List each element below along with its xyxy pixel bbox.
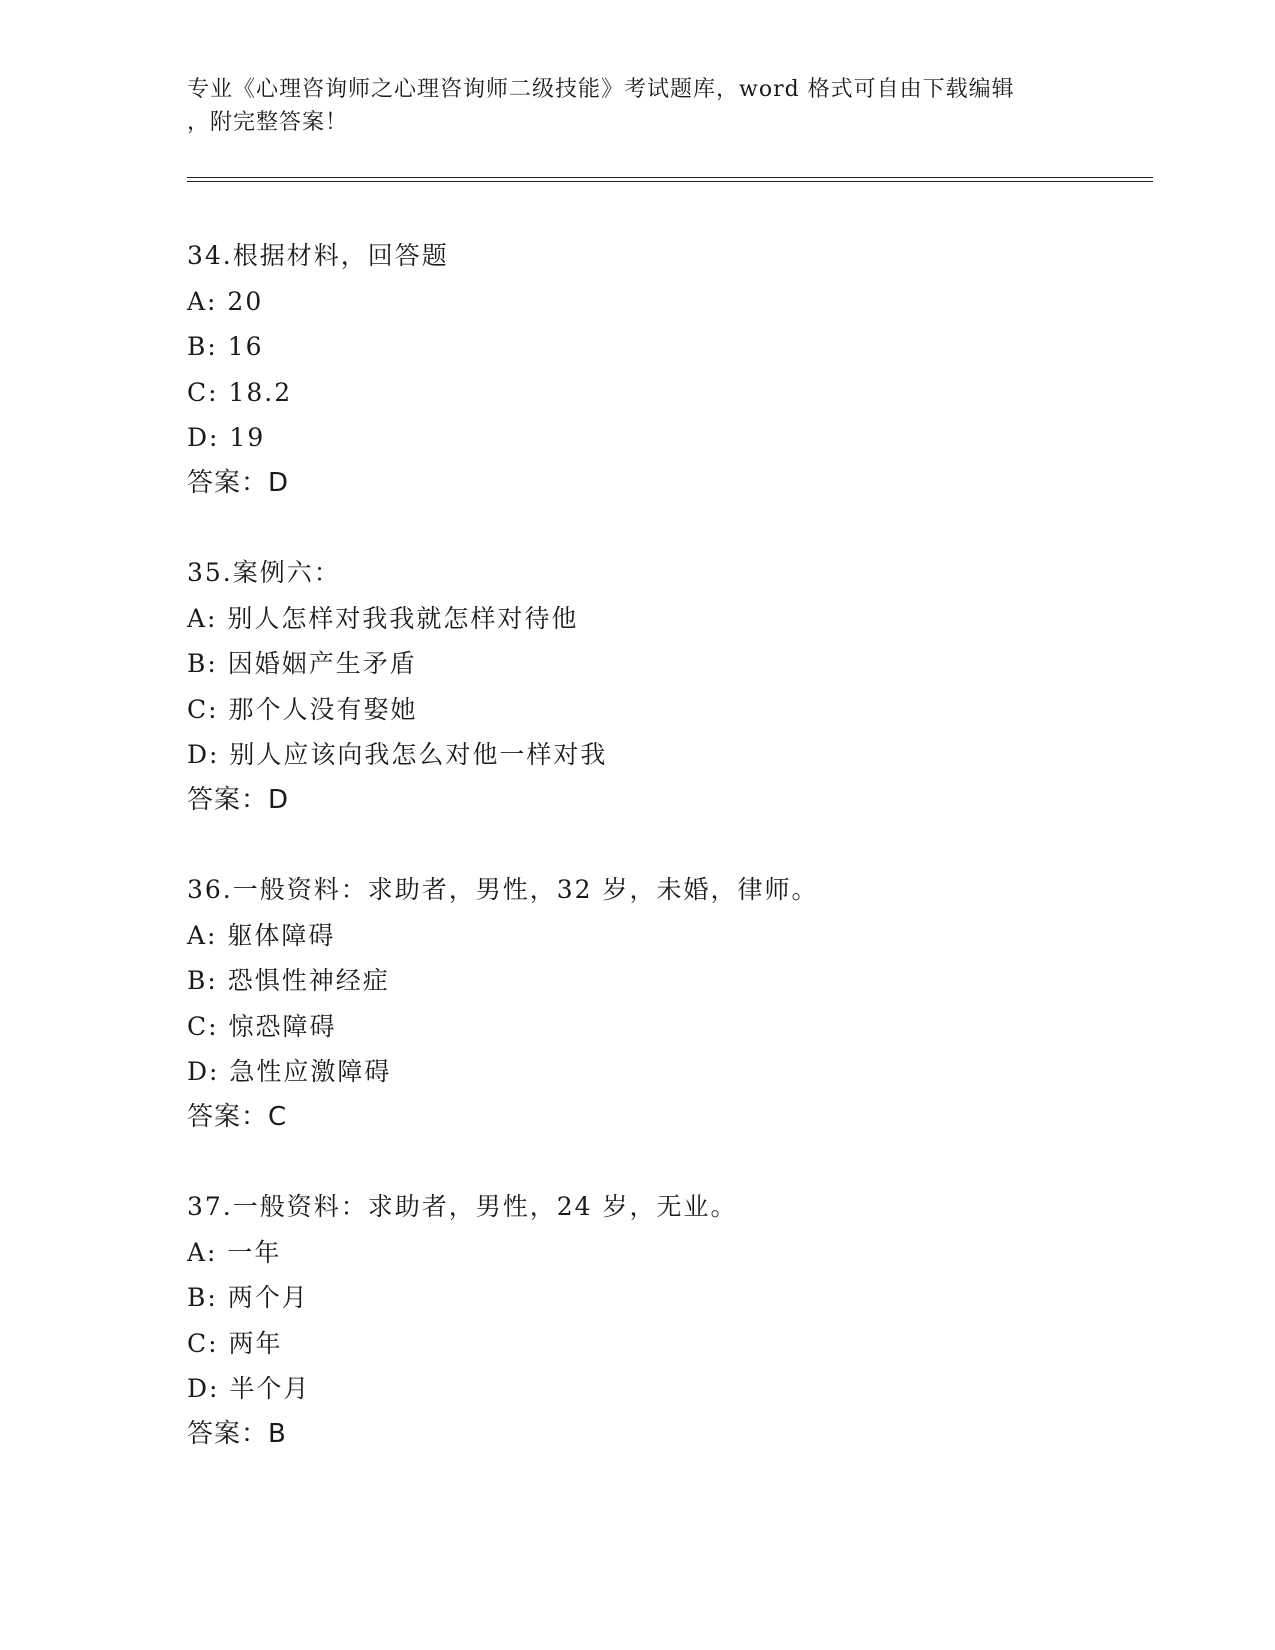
option-a: A: 躯体障碍 (187, 920, 336, 950)
option-c: C: 惊恐障碍 (187, 1011, 337, 1041)
answer: 答案：B (187, 1418, 287, 1449)
option-b: B: 因婚姻产生矛盾 (187, 649, 417, 678)
option-a: A: 一年 (187, 1237, 282, 1267)
question-stem: 37.一般资料：求助者，男性，24 岁，无业。 (187, 1192, 738, 1221)
header-line-1: 专业《心理咨询师之心理咨询师二级技能》考试题库，word 格式可自由下载编辑 (187, 77, 1015, 102)
option-a: A: 别人怎样对我我就怎样对待他 (187, 603, 579, 633)
option-c: C: 两年 (187, 1328, 283, 1358)
option-d: D: 19 (187, 423, 266, 452)
question-37 (187, 1184, 1147, 1457)
question-stem: 35.案例六： (187, 558, 341, 587)
question-36 (187, 867, 1147, 1140)
option-a: A: 20 (187, 286, 264, 316)
header-divider (187, 177, 1153, 182)
header-line-2: ，附完整答案！ (187, 110, 349, 135)
question-list (187, 233, 1147, 1501)
document-header (187, 73, 1087, 139)
answer: 答案：D (187, 784, 290, 815)
answer: 答案：C (187, 1101, 288, 1132)
question-35 (187, 550, 1147, 823)
option-c: C: 18.2 (187, 377, 293, 407)
question-stem: 36.一般资料：求助者，男性，32 岁，未婚，律师。 (187, 875, 819, 904)
option-d: D: 急性应激障碍 (187, 1057, 392, 1086)
option-d: D: 半个月 (187, 1374, 311, 1403)
option-c: C: 那个人没有娶她 (187, 694, 418, 724)
question-stem: 34.根据材料，回答题 (187, 241, 449, 270)
answer: 答案：D (187, 467, 290, 498)
option-b: B: 两个月 (187, 1283, 309, 1312)
question-34 (187, 233, 1147, 506)
option-b: B: 16 (187, 332, 264, 361)
option-b: B: 恐惧性神经症 (187, 966, 390, 995)
option-d: D: 别人应该向我怎么对他一样对我 (187, 740, 608, 769)
